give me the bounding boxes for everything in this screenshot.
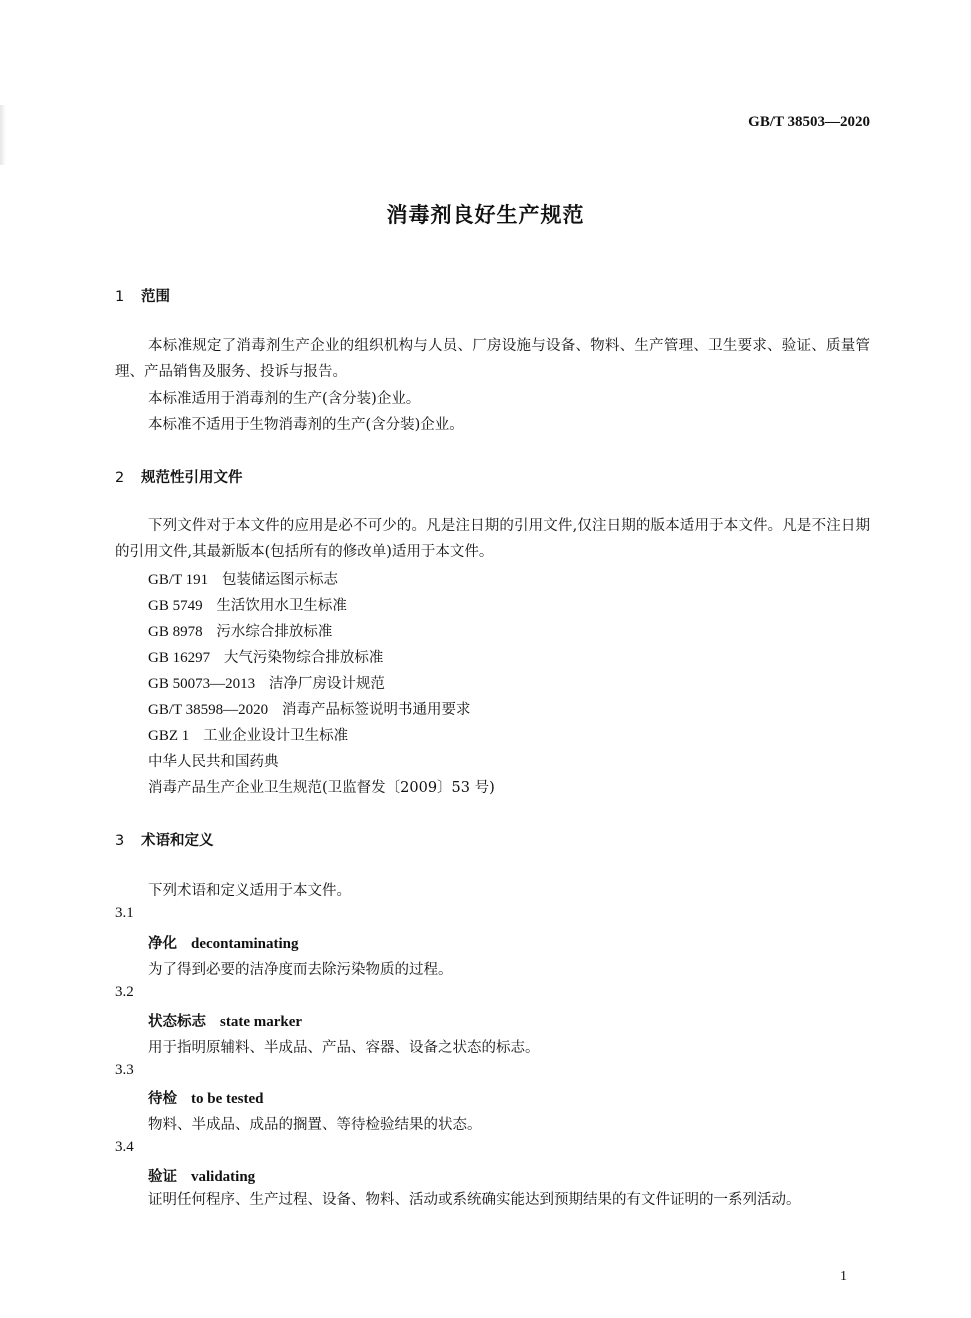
reference-item xyxy=(148,646,383,667)
section-3-intro: 下列术语和定义适用于本文件。 xyxy=(148,883,351,899)
section-2-heading xyxy=(115,466,243,487)
term-english: validating xyxy=(191,1169,256,1185)
scan-edge-shadow xyxy=(0,105,6,165)
reference-name: 生活饮用水卫生标准 xyxy=(216,598,347,614)
term-number: 3.4 xyxy=(115,1139,134,1155)
reference-code: GB 8978 xyxy=(148,624,203,640)
term-heading xyxy=(148,932,299,953)
section-3-heading xyxy=(115,829,214,850)
reference-name: 洁净厂房设计规范 xyxy=(268,676,385,692)
term-english: to be tested xyxy=(191,1091,264,1107)
section-2-intro: 下列文件对于本文件的应用是必不可少的。凡是注日期的引用文件,仅注日期的版本适用于本文件。凡是不注日期的引用文件,其最新版本(包括所有的修改单)适用于本文件。 xyxy=(115,518,870,560)
reference-code: GB 16297 xyxy=(148,650,211,666)
term-chinese: 待检 xyxy=(148,1090,177,1107)
document-title: 消毒剂良好生产规范 xyxy=(386,203,585,227)
section-1-paragraph-3: 本标准不适用于生物消毒剂的生产(含分装)企业。 xyxy=(148,417,464,433)
reference-item xyxy=(148,698,470,719)
reference-name: 消毒产品生产企业卫生规范(卫监督发〔2009〕53 号) xyxy=(148,780,495,796)
reference-item xyxy=(148,724,348,745)
section-2-title: 规范性引用文件 xyxy=(141,470,243,486)
section-3-title: 术语和定义 xyxy=(141,833,214,849)
term-heading xyxy=(148,1010,302,1031)
term-number: 3.1 xyxy=(115,905,134,921)
term-english: decontaminating xyxy=(191,936,299,952)
term-number: 3.2 xyxy=(115,984,134,1000)
reference-code: GBZ 1 xyxy=(148,728,190,744)
term-definition: 为了得到必要的洁净度而去除污染物质的过程。 xyxy=(148,962,453,978)
reference-name: 包装储运图示标志 xyxy=(221,572,338,588)
reference-code: GB 50073—2013 xyxy=(148,676,256,692)
term-definition: 证明任何程序、生产过程、设备、物料、活动或系统确实能达到预期结果的有文件证明的一系列活动。 xyxy=(148,1192,801,1208)
term-definition: 物料、半成品、成品的搁置、等待检验结果的状态。 xyxy=(148,1117,482,1133)
reference-item xyxy=(148,594,347,615)
term-heading xyxy=(148,1087,263,1108)
reference-name: 大气污染物综合排放标准 xyxy=(223,650,384,666)
reference-item xyxy=(148,672,385,693)
term-chinese: 状态标志 xyxy=(148,1013,206,1030)
reference-item xyxy=(148,750,279,771)
reference-name: 中华人民共和国药典 xyxy=(148,754,279,770)
reference-item xyxy=(148,620,332,641)
reference-name: 工业企业设计卫生标准 xyxy=(203,728,349,744)
term-definition: 用于指明原辅料、半成品、产品、容器、设备之状态的标志。 xyxy=(148,1040,540,1056)
term-heading xyxy=(148,1165,255,1186)
page-number: 1 xyxy=(840,1269,847,1284)
section-1-number: 1 xyxy=(115,289,125,305)
reference-name: 污水综合排放标准 xyxy=(216,624,333,640)
section-1-paragraph-1: 本标准规定了消毒剂生产企业的组织机构与人员、厂房设施与设备、物料、生产管理、卫生要求、验证、质量管理、产品销售及服务、投诉与报告。 xyxy=(115,338,870,380)
reference-code: GB 5749 xyxy=(148,598,203,614)
reference-name: 消毒产品标签说明书通用要求 xyxy=(281,702,471,718)
term-chinese: 验证 xyxy=(148,1168,177,1185)
term-chinese: 净化 xyxy=(148,935,177,952)
reference-item xyxy=(148,568,338,589)
section-2-number: 2 xyxy=(115,470,125,486)
term-english: state marker xyxy=(220,1014,303,1030)
term-number: 3.3 xyxy=(115,1062,134,1078)
reference-item xyxy=(148,776,495,797)
section-3-number: 3 xyxy=(115,833,125,849)
standard-code: GB/T 38503—2020 xyxy=(748,114,870,130)
section-1-paragraph-2: 本标准适用于消毒剂的生产(含分装)企业。 xyxy=(148,391,421,407)
reference-code: GB/T 191 xyxy=(148,572,209,588)
reference-code: GB/T 38598—2020 xyxy=(148,702,269,718)
section-1-heading xyxy=(115,285,170,306)
section-1-title: 范围 xyxy=(141,289,170,305)
